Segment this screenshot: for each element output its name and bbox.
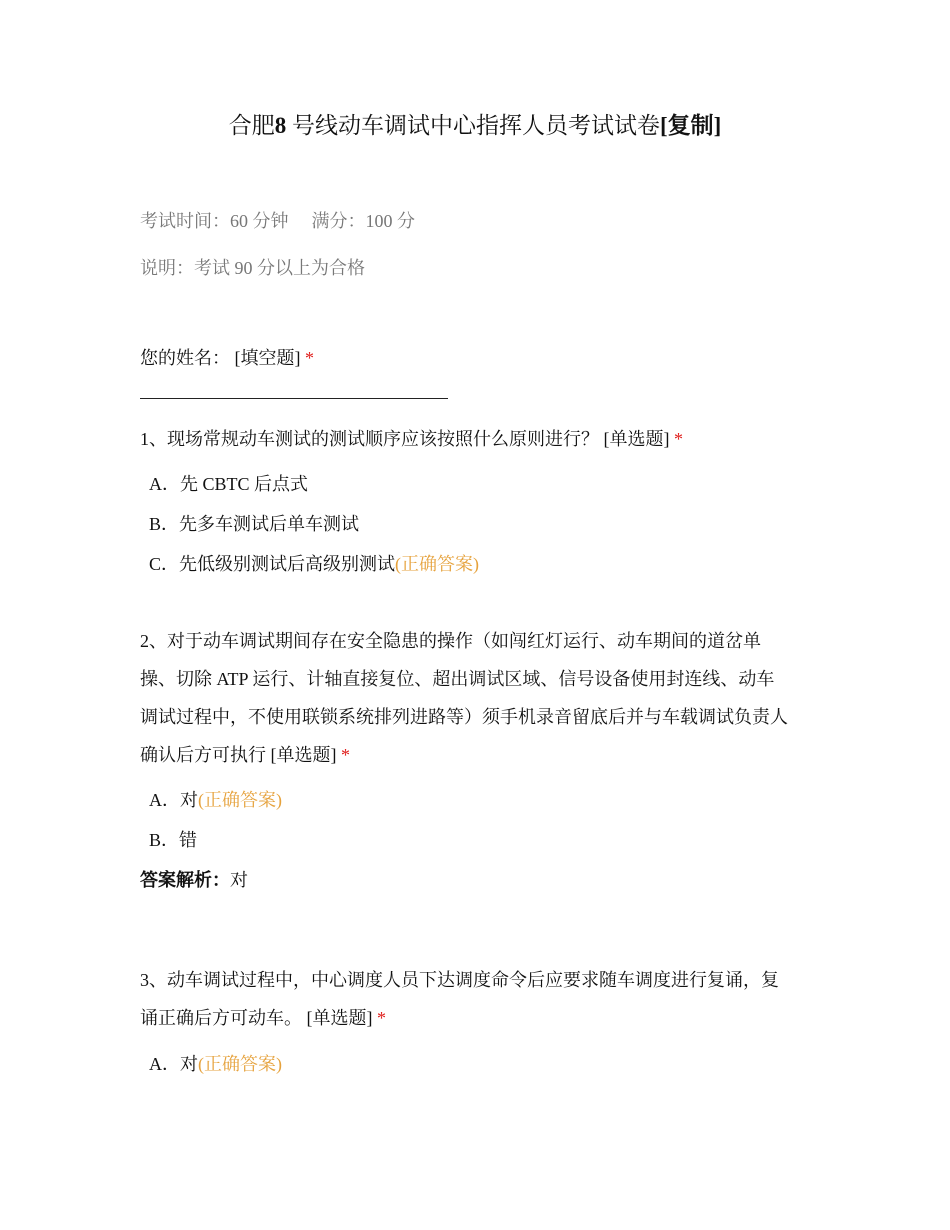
question-1 (140, 427, 683, 451)
page-title (0, 108, 950, 144)
name-question (140, 346, 314, 370)
option-text: A．先 CBTC 后点式 (149, 474, 309, 494)
analysis-value: 对 (230, 870, 248, 890)
correct-answer-mark: (正确答案) (198, 1054, 282, 1074)
analysis-label: 答案解析： (140, 870, 230, 890)
q2-option-a[interactable] (149, 788, 282, 812)
title-line-number: 8 (274, 113, 287, 138)
q3-option-a[interactable] (149, 1052, 282, 1076)
question-type: [单选题] (603, 429, 670, 449)
exam-note: 说明：考试 90 分以上为合格 (140, 258, 365, 278)
name-label: 您的姓名： (140, 348, 230, 368)
question-type: [填空题] (234, 348, 301, 368)
exam-meta (140, 209, 415, 233)
question-type: [单选题] (270, 745, 337, 765)
required-star: * (377, 1008, 386, 1028)
option-text: B．错 (149, 830, 198, 850)
question-2-line-3: 调试过程中，不使用联锁系统排列进路等）须手机录音留底后并与车载调试负责人 (140, 707, 788, 727)
q1-option-b[interactable] (149, 512, 359, 536)
exam-score: 满分：100 分 (311, 211, 415, 231)
title-copy-tag: [复制] (659, 113, 722, 138)
correct-answer-mark: (正确答案) (395, 554, 480, 574)
title-text: 合肥 (228, 113, 275, 138)
question-text: 诵正确后方可动车。 (140, 1008, 302, 1028)
option-text: A．对 (149, 790, 198, 810)
option-text: B．先多车测试后单车测试 (149, 514, 360, 534)
option-text: A．对 (149, 1054, 198, 1074)
question-3-line-2 (140, 1006, 386, 1030)
exam-time: 考试时间：60 分钟 (140, 211, 289, 231)
question-2-line-4 (140, 743, 350, 767)
question-2-line-1: 2、对于动车调试期间存在安全隐患的操作（如闯红灯运行、动车期间的道岔单 (140, 631, 761, 651)
q1-option-c[interactable] (149, 552, 479, 576)
question-3-line-1: 3、动车调试过程中，中心调度人员下达调度命令后应要求随车调度进行复诵，复 (140, 970, 779, 990)
answer-analysis (140, 868, 248, 892)
question-2-line-2: 操、切除 ATP 运行、计轴直接复位、超出调试区域、信号设备使用封连线、动车 (140, 669, 775, 689)
title-text-rest: 号线动车调试中心指挥人员考试试卷 (286, 113, 660, 138)
q2-option-b[interactable] (149, 828, 197, 852)
required-star: * (674, 429, 683, 449)
required-star: * (305, 348, 314, 368)
name-input-blank[interactable] (140, 398, 448, 399)
q1-option-a[interactable] (149, 472, 308, 496)
correct-answer-mark: (正确答案) (198, 790, 282, 810)
option-text: C．先低级别测试后高级别测试 (149, 554, 396, 574)
question-type: [单选题] (306, 1008, 373, 1028)
question-text: 确认后方可执行 (140, 745, 266, 765)
question-text: 1、现场常规动车测试的测试顺序应该按照什么原则进行？ (140, 429, 599, 449)
required-star: * (341, 745, 350, 765)
